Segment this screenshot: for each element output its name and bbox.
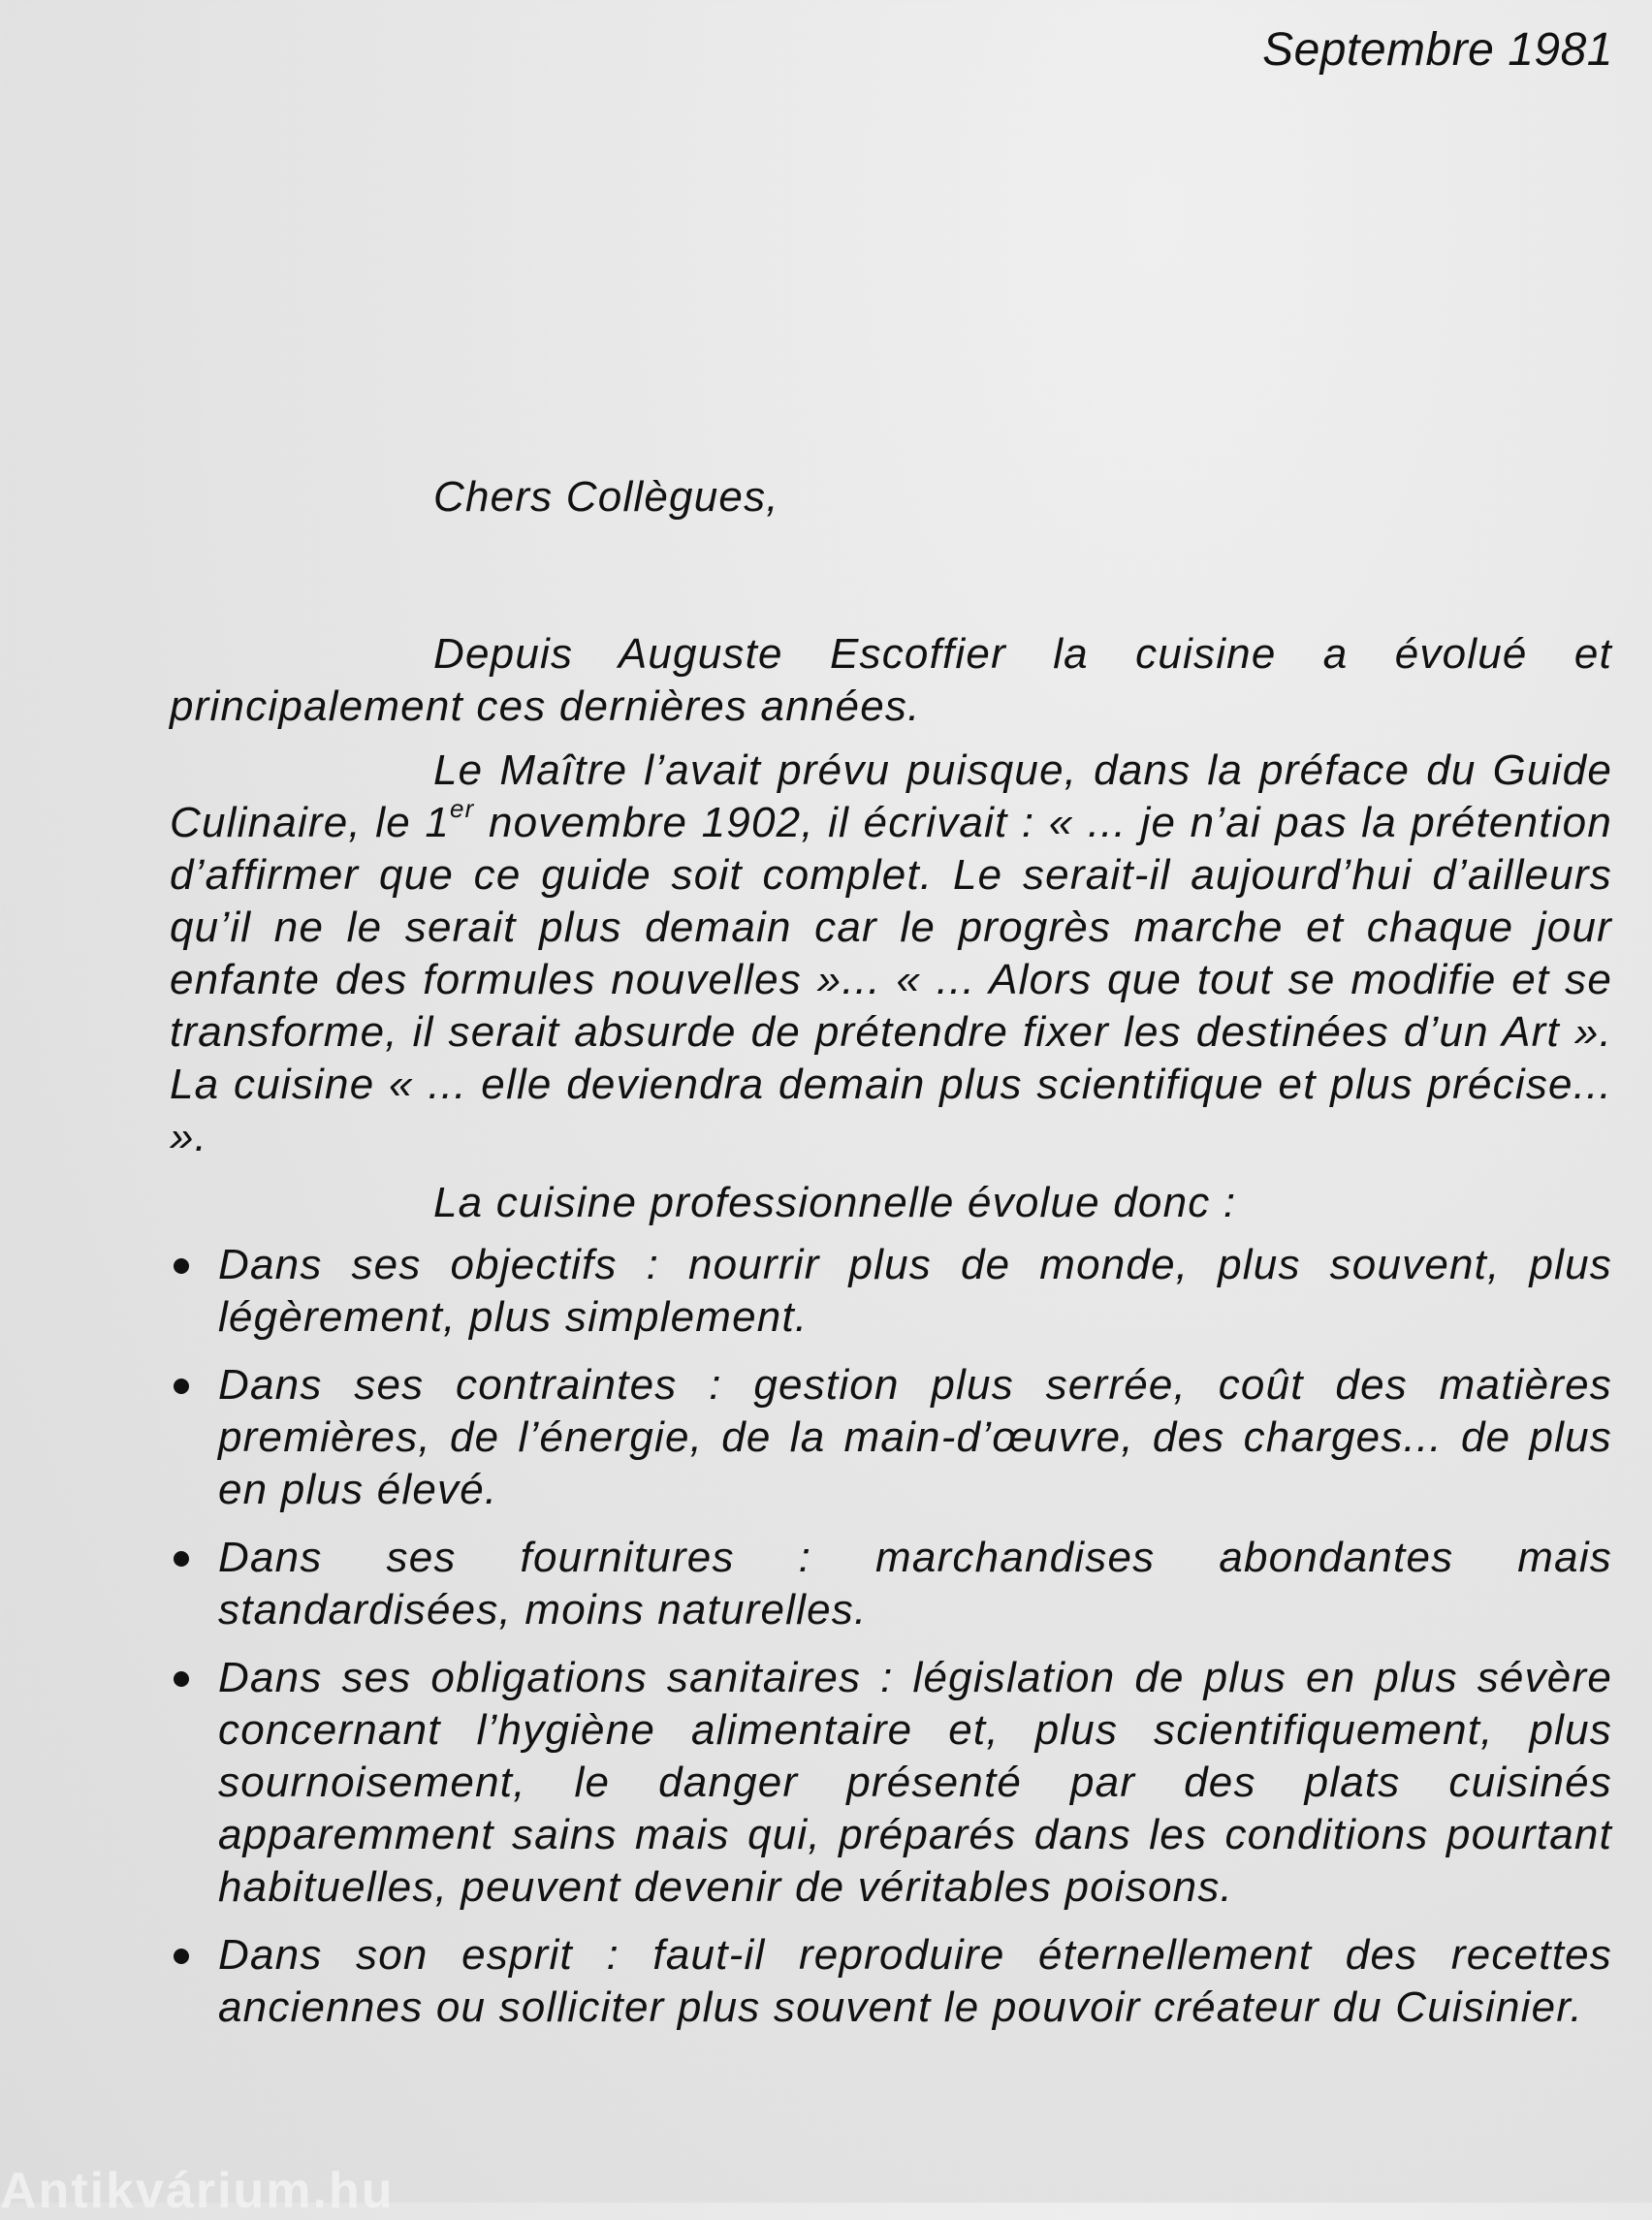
paragraph-2-start: Le Maître l’avait prévu puisque, dans la préface du Guide Culinaire, le 1 xyxy=(170,746,1612,846)
bullet-icon xyxy=(174,1379,189,1394)
list-item-text: Dans ses fournitures : marchandises abondantes mais standardisées, moins naturelles. xyxy=(218,1534,1612,1633)
bullet-icon xyxy=(174,1258,189,1274)
paragraph-2 xyxy=(170,745,1612,1163)
evolution-list xyxy=(170,1239,1612,2034)
list-item-text: Dans son esprit : faut-il reproduire éternellement des recettes anciennes ou solliciter plus souvent le pouvoir créateur du Cuisinier. xyxy=(218,1931,1612,2031)
lead-in: La cuisine professionnelle évolue donc : xyxy=(433,1179,1237,1226)
ordinal-superscript: er xyxy=(450,794,475,823)
list-item xyxy=(170,1532,1612,1636)
list-item-text: Dans ses objectifs : nourrir plus de monde, plus souvent, plus légèrement, plus simplement. xyxy=(218,1241,1612,1341)
letter-body xyxy=(170,628,1612,2049)
watermark: Antikvárium.hu xyxy=(0,2163,395,2219)
list-item xyxy=(170,1239,1612,1344)
list-item xyxy=(170,1359,1612,1516)
bullet-icon xyxy=(174,1551,189,1567)
list-item xyxy=(170,1929,1612,2034)
salutation: Chers Collègues, xyxy=(433,473,779,521)
paragraph-2-end: novembre 1902, il écrivait : « ... je n’ai pas la prétention d’affirmer que ce guide soit complet. Le serait-il aujourd’hui d’ailleurs qu’il ne le serait plus demain car le progrès marche et chaque jour enfante des formules nouvelles »... « ... Alors que tout se modifie et se transforme, il serait absurde de prétendre fixer les destinées d’un Art ». La cuisine « ... elle deviendra demain plus scientifique et plus précise... ». xyxy=(170,799,1613,1160)
list-item-text: Dans ses contraintes : gestion plus serrée, coût des matières premières, de l’énergie, de la main-d’œuvre, des charges... de plus en plus élevé. xyxy=(218,1361,1612,1513)
bullet-icon xyxy=(174,1671,189,1687)
list-item xyxy=(170,1652,1612,1914)
letter-date: Septembre 1981 xyxy=(1262,24,1613,76)
bullet-icon xyxy=(174,1949,189,1964)
paragraph-1: Depuis Auguste Escoffier la cuisine a évolué et principalement ces dernières années. xyxy=(170,630,1612,730)
list-item-text: Dans ses obligations sanitaires : législation de plus en plus sévère concernant l’hygiène alimentaire et, plus scientifiquement, plus sournoisement, le danger présenté par des plats cuisinés apparemment sains mais qui, préparés dans les conditions pourtant habituelles, peuvent devenir de véritables poisons. xyxy=(218,1654,1612,1911)
